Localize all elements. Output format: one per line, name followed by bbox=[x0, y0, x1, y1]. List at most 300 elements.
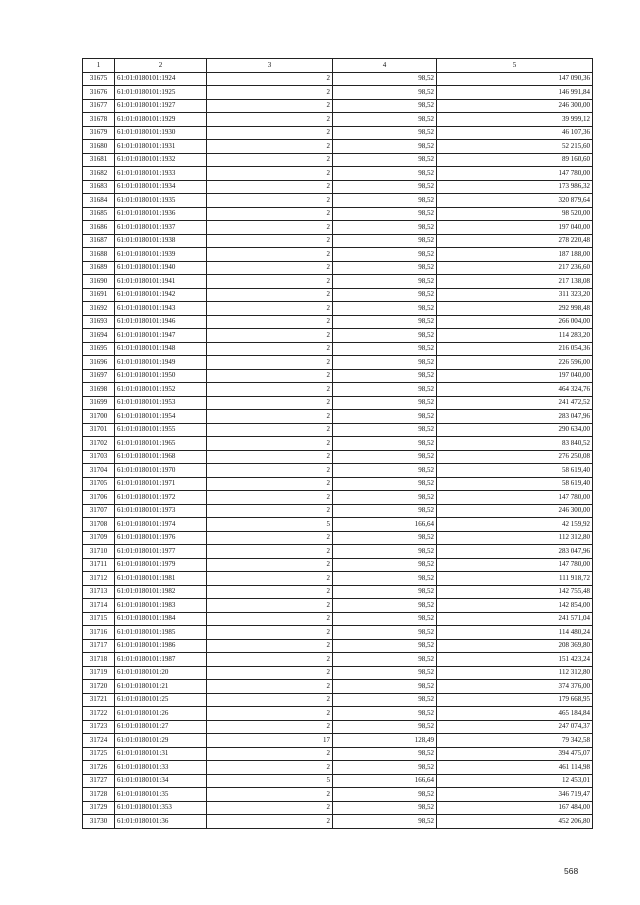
table-cell-col4: 98,52 bbox=[333, 477, 437, 491]
table-row bbox=[83, 288, 593, 302]
table-cell-col2: 61:01:0180101:31 bbox=[115, 747, 207, 761]
table-cell-col1: 31681 bbox=[83, 153, 115, 167]
table-cell-col5: 290 634,00 bbox=[437, 423, 593, 437]
table-cell-col1: 31679 bbox=[83, 126, 115, 140]
table-cell-col4: 98,52 bbox=[333, 410, 437, 424]
table-cell-col4: 98,52 bbox=[333, 302, 437, 316]
table-cell-col3: 2 bbox=[207, 747, 333, 761]
table-header-row bbox=[83, 59, 593, 73]
table-cell-col5: 276 250,08 bbox=[437, 450, 593, 464]
table-cell-col1: 31688 bbox=[83, 248, 115, 262]
table-cell-col4: 98,52 bbox=[333, 707, 437, 721]
table-cell-col5: 179 668,95 bbox=[437, 693, 593, 707]
table-row bbox=[83, 720, 593, 734]
table-cell-col5: 39 999,12 bbox=[437, 113, 593, 127]
table-cell-col3: 2 bbox=[207, 423, 333, 437]
table-row bbox=[83, 437, 593, 451]
table-cell-col4: 98,52 bbox=[333, 801, 437, 815]
table-cell-col4: 98,52 bbox=[333, 815, 437, 829]
table-cell-col4: 98,52 bbox=[333, 437, 437, 451]
table-row bbox=[83, 761, 593, 775]
table-row bbox=[83, 72, 593, 86]
table-cell-col5: 58 619,40 bbox=[437, 477, 593, 491]
table-cell-col3: 2 bbox=[207, 180, 333, 194]
table-cell-col5: 112 312,80 bbox=[437, 666, 593, 680]
table-cell-col5: 89 160,60 bbox=[437, 153, 593, 167]
table-cell-col3: 2 bbox=[207, 153, 333, 167]
table-cell-col1: 31693 bbox=[83, 315, 115, 329]
table-cell-col4: 98,52 bbox=[333, 599, 437, 613]
table-cell-col5: 114 480,24 bbox=[437, 626, 593, 640]
table-row bbox=[83, 545, 593, 559]
table-row bbox=[83, 653, 593, 667]
table-cell-col4: 98,52 bbox=[333, 234, 437, 248]
table-cell-col1: 31694 bbox=[83, 329, 115, 343]
table-cell-col4: 98,52 bbox=[333, 140, 437, 154]
table-cell-col3: 2 bbox=[207, 693, 333, 707]
table-cell-col3: 2 bbox=[207, 342, 333, 356]
table-cell-col1: 31704 bbox=[83, 464, 115, 478]
table-cell-col3: 2 bbox=[207, 666, 333, 680]
table-cell-col4: 98,52 bbox=[333, 167, 437, 181]
table-cell-col3: 2 bbox=[207, 720, 333, 734]
table-cell-col3: 2 bbox=[207, 801, 333, 815]
table-cell-col1: 31677 bbox=[83, 99, 115, 113]
table-cell-col4: 98,52 bbox=[333, 585, 437, 599]
table-cell-col2: 61:01:0180101:1973 bbox=[115, 504, 207, 518]
table-row bbox=[83, 329, 593, 343]
table-cell-col5: 114 283,20 bbox=[437, 329, 593, 343]
table-cell-col1: 31715 bbox=[83, 612, 115, 626]
table-cell-col4: 98,52 bbox=[333, 491, 437, 505]
table-cell-col2: 61:01:0180101:1940 bbox=[115, 261, 207, 275]
table-cell-col1: 31708 bbox=[83, 518, 115, 532]
table-row bbox=[83, 734, 593, 748]
table-cell-col4: 98,52 bbox=[333, 626, 437, 640]
table-cell-col2: 61:01:0180101:26 bbox=[115, 707, 207, 721]
table-cell-col2: 61:01:0180101:27 bbox=[115, 720, 207, 734]
table-cell-col4: 98,52 bbox=[333, 423, 437, 437]
table-row bbox=[83, 261, 593, 275]
table-cell-col3: 2 bbox=[207, 140, 333, 154]
table-cell-col2: 61:01:0180101:1965 bbox=[115, 437, 207, 451]
table-row bbox=[83, 774, 593, 788]
table-row bbox=[83, 572, 593, 586]
column-header-4: 4 bbox=[333, 59, 437, 73]
table-cell-col4: 98,52 bbox=[333, 153, 437, 167]
table-cell-col1: 31706 bbox=[83, 491, 115, 505]
table-cell-col5: 83 840,52 bbox=[437, 437, 593, 451]
table-row bbox=[83, 86, 593, 100]
table-row bbox=[83, 153, 593, 167]
table-cell-col1: 31713 bbox=[83, 585, 115, 599]
table-cell-col5: 217 138,08 bbox=[437, 275, 593, 289]
table-cell-col5: 246 300,00 bbox=[437, 504, 593, 518]
table-cell-col4: 128,49 bbox=[333, 734, 437, 748]
table-cell-col1: 31692 bbox=[83, 302, 115, 316]
table-cell-col5: 465 184,84 bbox=[437, 707, 593, 721]
table-cell-col1: 31705 bbox=[83, 477, 115, 491]
table-cell-col5: 52 215,60 bbox=[437, 140, 593, 154]
table-cell-col4: 98,52 bbox=[333, 248, 437, 262]
table-cell-col5: 283 047,96 bbox=[437, 410, 593, 424]
table-row bbox=[83, 302, 593, 316]
table-row bbox=[83, 207, 593, 221]
table-cell-col2: 61:01:0180101:1943 bbox=[115, 302, 207, 316]
table-row bbox=[83, 693, 593, 707]
table-cell-col1: 31686 bbox=[83, 221, 115, 235]
table-cell-col5: 246 300,00 bbox=[437, 99, 593, 113]
table-cell-col3: 2 bbox=[207, 126, 333, 140]
column-header-3: 3 bbox=[207, 59, 333, 73]
table-cell-col3: 2 bbox=[207, 437, 333, 451]
table-cell-col4: 98,52 bbox=[333, 72, 437, 86]
table-cell-col1: 31717 bbox=[83, 639, 115, 653]
table-cell-col5: 151 423,24 bbox=[437, 653, 593, 667]
table-row bbox=[83, 221, 593, 235]
table-cell-col5: 111 918,72 bbox=[437, 572, 593, 586]
table-cell-col4: 98,52 bbox=[333, 261, 437, 275]
table-cell-col5: 197 040,00 bbox=[437, 369, 593, 383]
table-cell-col5: 320 879,64 bbox=[437, 194, 593, 208]
table-row bbox=[83, 464, 593, 478]
table-cell-col3: 2 bbox=[207, 261, 333, 275]
table-row bbox=[83, 450, 593, 464]
table-cell-col5: 292 998,48 bbox=[437, 302, 593, 316]
table-cell-col1: 31675 bbox=[83, 72, 115, 86]
table-cell-col2: 61:01:0180101:1970 bbox=[115, 464, 207, 478]
table-cell-col1: 31696 bbox=[83, 356, 115, 370]
table-cell-col1: 31700 bbox=[83, 410, 115, 424]
table-cell-col2: 61:01:0180101:1938 bbox=[115, 234, 207, 248]
table-cell-col1: 31719 bbox=[83, 666, 115, 680]
table-cell-col2: 61:01:0180101:1937 bbox=[115, 221, 207, 235]
table-cell-col2: 61:01:0180101:1929 bbox=[115, 113, 207, 127]
table-cell-col3: 2 bbox=[207, 86, 333, 100]
table-row bbox=[83, 504, 593, 518]
table-cell-col3: 2 bbox=[207, 558, 333, 572]
table-cell-col1: 31727 bbox=[83, 774, 115, 788]
table-cell-col4: 98,52 bbox=[333, 653, 437, 667]
table-cell-col4: 98,52 bbox=[333, 288, 437, 302]
table-cell-col5: 346 719,47 bbox=[437, 788, 593, 802]
table-cell-col1: 31684 bbox=[83, 194, 115, 208]
table-cell-col5: 241 571,04 bbox=[437, 612, 593, 626]
table-cell-col2: 61:01:0180101:20 bbox=[115, 666, 207, 680]
table-cell-col3: 2 bbox=[207, 815, 333, 829]
table-cell-col5: 173 986,32 bbox=[437, 180, 593, 194]
table-cell-col2: 61:01:0180101:35 bbox=[115, 788, 207, 802]
table-cell-col3: 2 bbox=[207, 315, 333, 329]
table-cell-col5: 167 484,00 bbox=[437, 801, 593, 815]
table-cell-col4: 98,52 bbox=[333, 531, 437, 545]
table-cell-col2: 61:01:0180101:1981 bbox=[115, 572, 207, 586]
table-cell-col2: 61:01:0180101:1987 bbox=[115, 653, 207, 667]
table-cell-col4: 98,52 bbox=[333, 329, 437, 343]
table-cell-col3: 2 bbox=[207, 572, 333, 586]
table-cell-col4: 98,52 bbox=[333, 639, 437, 653]
table-cell-col2: 61:01:0180101:34 bbox=[115, 774, 207, 788]
table-cell-col2: 61:01:0180101:1954 bbox=[115, 410, 207, 424]
table-cell-col4: 98,52 bbox=[333, 180, 437, 194]
table-cell-col4: 98,52 bbox=[333, 680, 437, 694]
table-cell-col2: 61:01:0180101:1948 bbox=[115, 342, 207, 356]
table-cell-col2: 61:01:0180101:1953 bbox=[115, 396, 207, 410]
table-row bbox=[83, 383, 593, 397]
table-cell-col3: 2 bbox=[207, 504, 333, 518]
table-cell-col1: 31678 bbox=[83, 113, 115, 127]
table-cell-col2: 61:01:0180101:1936 bbox=[115, 207, 207, 221]
table-cell-col1: 31685 bbox=[83, 207, 115, 221]
table-cell-col1: 31703 bbox=[83, 450, 115, 464]
table-cell-col5: 58 619,40 bbox=[437, 464, 593, 478]
table-cell-col3: 2 bbox=[207, 194, 333, 208]
table-cell-col4: 98,52 bbox=[333, 761, 437, 775]
table-cell-col5: 374 376,00 bbox=[437, 680, 593, 694]
table-cell-col5: 187 188,00 bbox=[437, 248, 593, 262]
table-cell-col4: 98,52 bbox=[333, 275, 437, 289]
table-row bbox=[83, 194, 593, 208]
table-cell-col1: 31702 bbox=[83, 437, 115, 451]
table-row bbox=[83, 585, 593, 599]
table-cell-col2: 61:01:0180101:1924 bbox=[115, 72, 207, 86]
table-cell-col3: 2 bbox=[207, 72, 333, 86]
table-row bbox=[83, 396, 593, 410]
table-cell-col5: 98 520,00 bbox=[437, 207, 593, 221]
table-cell-col5: 12 453,01 bbox=[437, 774, 593, 788]
table-cell-col3: 2 bbox=[207, 113, 333, 127]
table-cell-col3: 2 bbox=[207, 167, 333, 181]
table-cell-col4: 98,52 bbox=[333, 558, 437, 572]
table-cell-col2: 61:01:0180101:25 bbox=[115, 693, 207, 707]
table-cell-col3: 2 bbox=[207, 234, 333, 248]
table-cell-col3: 2 bbox=[207, 99, 333, 113]
table-cell-col4: 166,64 bbox=[333, 518, 437, 532]
table-row bbox=[83, 558, 593, 572]
table-cell-col4: 98,52 bbox=[333, 545, 437, 559]
table-row bbox=[83, 788, 593, 802]
table-cell-col5: 197 040,00 bbox=[437, 221, 593, 235]
table-cell-col4: 98,52 bbox=[333, 788, 437, 802]
table-cell-col3: 2 bbox=[207, 207, 333, 221]
table-cell-col2: 61:01:0180101:1977 bbox=[115, 545, 207, 559]
table-cell-col1: 31711 bbox=[83, 558, 115, 572]
table-row bbox=[83, 356, 593, 370]
table-cell-col3: 2 bbox=[207, 356, 333, 370]
table-cell-col3: 2 bbox=[207, 248, 333, 262]
table-cell-col1: 31729 bbox=[83, 801, 115, 815]
table-cell-col5: 464 324,76 bbox=[437, 383, 593, 397]
table-cell-col2: 61:01:0180101:1933 bbox=[115, 167, 207, 181]
table-cell-col2: 61:01:0180101:1955 bbox=[115, 423, 207, 437]
table-cell-col4: 98,52 bbox=[333, 342, 437, 356]
table-cell-col1: 31689 bbox=[83, 261, 115, 275]
table-cell-col5: 452 206,80 bbox=[437, 815, 593, 829]
table-cell-col3: 2 bbox=[207, 396, 333, 410]
table-row bbox=[83, 275, 593, 289]
table-cell-col3: 2 bbox=[207, 653, 333, 667]
table-cell-col2: 61:01:0180101:1982 bbox=[115, 585, 207, 599]
table-cell-col1: 31683 bbox=[83, 180, 115, 194]
table-row bbox=[83, 707, 593, 721]
table-row bbox=[83, 626, 593, 640]
table-cell-col4: 98,52 bbox=[333, 113, 437, 127]
table-cell-col3: 2 bbox=[207, 369, 333, 383]
table-cell-col5: 394 475,07 bbox=[437, 747, 593, 761]
table-cell-col4: 98,52 bbox=[333, 356, 437, 370]
table-cell-col3: 2 bbox=[207, 707, 333, 721]
table-cell-col1: 31724 bbox=[83, 734, 115, 748]
table-cell-col1: 31691 bbox=[83, 288, 115, 302]
table-cell-col1: 31728 bbox=[83, 788, 115, 802]
table-cell-col3: 2 bbox=[207, 464, 333, 478]
table-cell-col3: 2 bbox=[207, 612, 333, 626]
table-row bbox=[83, 612, 593, 626]
table-cell-col4: 98,52 bbox=[333, 450, 437, 464]
table-cell-col5: 266 004,00 bbox=[437, 315, 593, 329]
table-cell-col2: 61:01:0180101:29 bbox=[115, 734, 207, 748]
table-cell-col3: 17 bbox=[207, 734, 333, 748]
table-cell-col5: 147 090,36 bbox=[437, 72, 593, 86]
table-cell-col2: 61:01:0180101:1950 bbox=[115, 369, 207, 383]
table-cell-col5: 46 107,36 bbox=[437, 126, 593, 140]
table-row bbox=[83, 369, 593, 383]
table-cell-col4: 98,52 bbox=[333, 747, 437, 761]
table-cell-col2: 61:01:0180101:1979 bbox=[115, 558, 207, 572]
table-cell-col5: 208 369,80 bbox=[437, 639, 593, 653]
table-cell-col1: 31690 bbox=[83, 275, 115, 289]
table-cell-col2: 61:01:0180101:21 bbox=[115, 680, 207, 694]
table-cell-col2: 61:01:0180101:1972 bbox=[115, 491, 207, 505]
table-cell-col3: 2 bbox=[207, 788, 333, 802]
table-cell-col2: 61:01:0180101:36 bbox=[115, 815, 207, 829]
table-cell-col3: 2 bbox=[207, 329, 333, 343]
table-cell-col5: 142 854,00 bbox=[437, 599, 593, 613]
table-body bbox=[83, 72, 593, 828]
table-cell-col4: 98,52 bbox=[333, 612, 437, 626]
table-cell-col1: 31726 bbox=[83, 761, 115, 775]
table-row bbox=[83, 113, 593, 127]
table-cell-col5: 147 780,00 bbox=[437, 167, 593, 181]
table-cell-col5: 278 220,48 bbox=[437, 234, 593, 248]
column-header-2: 2 bbox=[115, 59, 207, 73]
table-row bbox=[83, 680, 593, 694]
table-cell-col1: 31687 bbox=[83, 234, 115, 248]
table-cell-col3: 2 bbox=[207, 531, 333, 545]
table-cell-col5: 147 780,00 bbox=[437, 558, 593, 572]
table-row bbox=[83, 126, 593, 140]
table-cell-col1: 31722 bbox=[83, 707, 115, 721]
table-cell-col3: 2 bbox=[207, 585, 333, 599]
table-cell-col3: 2 bbox=[207, 639, 333, 653]
table-cell-col1: 31709 bbox=[83, 531, 115, 545]
table-cell-col4: 98,52 bbox=[333, 383, 437, 397]
table-cell-col4: 98,52 bbox=[333, 693, 437, 707]
table-cell-col2: 61:01:0180101:1984 bbox=[115, 612, 207, 626]
table-cell-col3: 2 bbox=[207, 477, 333, 491]
table-cell-col2: 61:01:0180101:1985 bbox=[115, 626, 207, 640]
table-cell-col3: 2 bbox=[207, 302, 333, 316]
table-cell-col1: 31682 bbox=[83, 167, 115, 181]
table-cell-col2: 61:01:0180101:1930 bbox=[115, 126, 207, 140]
table-row bbox=[83, 801, 593, 815]
table-row bbox=[83, 531, 593, 545]
table-row bbox=[83, 248, 593, 262]
table-cell-col2: 61:01:0180101:1968 bbox=[115, 450, 207, 464]
table-cell-col2: 61:01:0180101:1931 bbox=[115, 140, 207, 154]
table-cell-col5: 241 472,52 bbox=[437, 396, 593, 410]
table-cell-col5: 461 114,98 bbox=[437, 761, 593, 775]
table-cell-col5: 42 159,92 bbox=[437, 518, 593, 532]
table-cell-col1: 31698 bbox=[83, 383, 115, 397]
table-cell-col3: 2 bbox=[207, 761, 333, 775]
page-number: 568 bbox=[564, 866, 579, 876]
table-cell-col2: 61:01:0180101:1946 bbox=[115, 315, 207, 329]
table-cell-col1: 31697 bbox=[83, 369, 115, 383]
table-row bbox=[83, 410, 593, 424]
table-cell-col5: 247 074,37 bbox=[437, 720, 593, 734]
table-cell-col3: 2 bbox=[207, 545, 333, 559]
table-cell-col4: 166,64 bbox=[333, 774, 437, 788]
table-cell-col2: 61:01:0180101:1947 bbox=[115, 329, 207, 343]
table-cell-col3: 2 bbox=[207, 275, 333, 289]
table-cell-col1: 31725 bbox=[83, 747, 115, 761]
table-cell-col4: 98,52 bbox=[333, 464, 437, 478]
table-cell-col1: 31716 bbox=[83, 626, 115, 640]
table-row bbox=[83, 747, 593, 761]
table-cell-col1: 31718 bbox=[83, 653, 115, 667]
table-cell-col3: 2 bbox=[207, 680, 333, 694]
table-cell-col5: 216 054,36 bbox=[437, 342, 593, 356]
table-cell-col4: 98,52 bbox=[333, 572, 437, 586]
table-cell-col4: 98,52 bbox=[333, 126, 437, 140]
table-cell-col5: 283 047,96 bbox=[437, 545, 593, 559]
table-row bbox=[83, 99, 593, 113]
table-cell-col1: 31723 bbox=[83, 720, 115, 734]
table-cell-col4: 98,52 bbox=[333, 369, 437, 383]
table-cell-col1: 31712 bbox=[83, 572, 115, 586]
table-cell-col2: 61:01:0180101:1942 bbox=[115, 288, 207, 302]
table-row bbox=[83, 140, 593, 154]
table-cell-col2: 61:01:0180101:1983 bbox=[115, 599, 207, 613]
table-cell-col1: 31701 bbox=[83, 423, 115, 437]
column-header-5: 5 bbox=[437, 59, 593, 73]
table-row bbox=[83, 423, 593, 437]
table-row bbox=[83, 477, 593, 491]
table-cell-col3: 2 bbox=[207, 288, 333, 302]
table-cell-col2: 61:01:0180101:353 bbox=[115, 801, 207, 815]
table-cell-col1: 31710 bbox=[83, 545, 115, 559]
table-cell-col2: 61:01:0180101:1941 bbox=[115, 275, 207, 289]
table-cell-col2: 61:01:0180101:1974 bbox=[115, 518, 207, 532]
table-cell-col4: 98,52 bbox=[333, 221, 437, 235]
table-cell-col1: 31695 bbox=[83, 342, 115, 356]
table-cell-col3: 2 bbox=[207, 410, 333, 424]
table-cell-col2: 61:01:0180101:1949 bbox=[115, 356, 207, 370]
table-cell-col2: 61:01:0180101:1971 bbox=[115, 477, 207, 491]
table-cell-col4: 98,52 bbox=[333, 666, 437, 680]
table-cell-col1: 31699 bbox=[83, 396, 115, 410]
table-cell-col2: 61:01:0180101:1986 bbox=[115, 639, 207, 653]
table-row bbox=[83, 342, 593, 356]
table-cell-col4: 98,52 bbox=[333, 720, 437, 734]
table-cell-col4: 98,52 bbox=[333, 504, 437, 518]
table-row bbox=[83, 639, 593, 653]
table-row bbox=[83, 167, 593, 181]
table-cell-col1: 31676 bbox=[83, 86, 115, 100]
table-cell-col4: 98,52 bbox=[333, 315, 437, 329]
table-cell-col4: 98,52 bbox=[333, 194, 437, 208]
